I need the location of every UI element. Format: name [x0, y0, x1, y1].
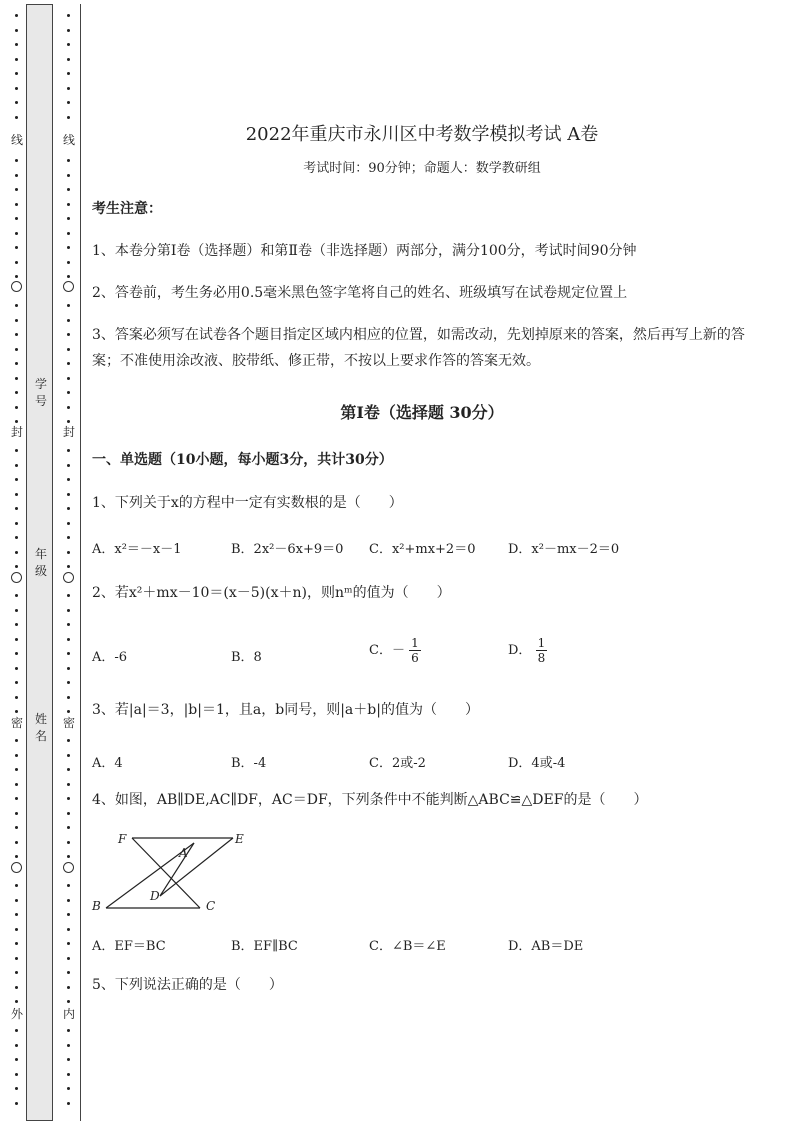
point-label: F	[118, 832, 127, 846]
student-number-label: 学号	[34, 377, 47, 408]
q4-option-b[interactable]: B．EF∥BC	[231, 939, 298, 954]
point-label: D	[150, 889, 160, 903]
q4-option-a[interactable]: A．EF＝BC	[92, 939, 166, 954]
q4-option-d[interactable]: D．AB＝DE	[508, 939, 584, 954]
grade-label: 年级	[34, 547, 47, 578]
notice-item: 3、答案必须写在试卷各个题目指定区域内相应的位置，如需改动，先划掉原来的答案，然后再写上新的答案；不准使用涂改液、胶带纸、修正带，不按以上要求作答的答案无效。	[92, 327, 745, 369]
q1-option-b[interactable]: B．2x²－6x+9＝0	[231, 542, 344, 557]
triangle-figure	[88, 826, 258, 921]
part-title: 一、单选题（10小题，每小题3分，共计30分）	[92, 452, 393, 468]
notice-heading: 考生注意：	[92, 201, 162, 217]
q2-option-c-label: C．－	[369, 643, 405, 658]
point-label: B	[92, 899, 101, 913]
notice-item: 2、答卷前，考生务必用0.5毫米黑色签字笔将自己的姓名、班级填写在试卷规定位置上	[92, 285, 628, 301]
exam-subtitle: 考试时间：90分钟；命题人：数学教研组	[303, 161, 541, 176]
question-4-stem: 4、如图，AB∥DE,AC∥DF，AC＝DF，下列条件中不能判断△ABC≌△DEF的是（ ）	[92, 792, 648, 808]
q3-option-b[interactable]: B．-4	[231, 756, 267, 771]
q3-option-a[interactable]: A．4	[92, 756, 123, 771]
binding-mark-seal-right: 封	[62, 425, 75, 439]
q2-option-a[interactable]: A．-6	[92, 650, 128, 665]
binding-mark-line-left: 线	[10, 133, 23, 147]
q1-option-c[interactable]: C．x²+mx+2＝0	[369, 542, 476, 557]
q2-option-b[interactable]: B．8	[231, 650, 262, 665]
binding-circle	[63, 572, 74, 583]
section-title: 第I卷（选择题 30分）	[340, 403, 504, 422]
question-1-stem: 1、下列关于x的方程中一定有实数根的是（ ）	[92, 495, 403, 511]
question-5-stem: 5、下列说法正确的是（ ）	[92, 977, 283, 993]
fraction: $\frac{1}{8}$	[537, 636, 546, 665]
point-label: A	[179, 846, 188, 860]
name-label: 姓名	[34, 712, 47, 743]
point-label: C	[206, 899, 216, 913]
binding-mark-secret-right: 密	[62, 716, 75, 730]
q3-option-d[interactable]: D．4或-4	[508, 756, 566, 771]
q2-option-c[interactable]	[369, 636, 421, 665]
binding-circle	[63, 281, 74, 292]
fraction: $\frac{1}{6}$	[411, 636, 419, 665]
exam-title: 2022年重庆市永川区中考数学模拟考试 A卷	[245, 124, 599, 145]
point-label: E	[235, 832, 244, 846]
question-3-stem: 3、若|a|＝3，|b|＝1，且a，b同号，则|a＋b|的值为（ ）	[92, 702, 479, 718]
q2-option-d[interactable]	[508, 636, 547, 665]
binding-circle	[63, 862, 74, 873]
binding-mark-outer: 外	[10, 1007, 23, 1021]
binding-circle	[11, 862, 22, 873]
q1-option-a[interactable]: A．x²＝－x－1	[92, 542, 182, 557]
binding-circle	[11, 281, 22, 292]
binding-circle	[11, 572, 22, 583]
notice-item: 1、本卷分第I卷（选择题）和第Ⅱ卷（非选择题）两部分，满分100分，考试时间90分钟	[92, 243, 637, 259]
question-2-stem: 2、若x²＋mx－10＝(x－5)(x＋n)，则nᵐ的值为（ ）	[92, 585, 451, 601]
binding-mark-inner: 内	[62, 1007, 75, 1021]
q1-option-d[interactable]: D．x²－mx－2＝0	[508, 542, 620, 557]
binding-mark-seal-left: 封	[10, 425, 23, 439]
binding-mark-secret-left: 密	[10, 716, 23, 730]
binding-line	[80, 4, 81, 1121]
q2-option-d-label: D．	[508, 643, 532, 658]
q3-option-c[interactable]: C．2或-2	[369, 756, 426, 771]
binding-mark-line-right: 线	[62, 133, 75, 147]
q4-option-c[interactable]: C．∠B＝∠E	[369, 939, 446, 954]
